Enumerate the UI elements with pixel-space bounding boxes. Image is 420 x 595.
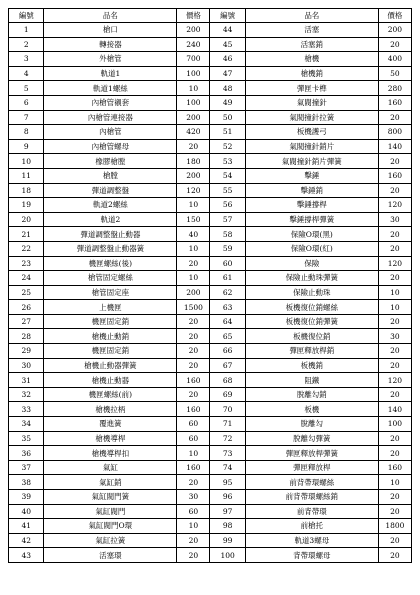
table-row [9, 446, 412, 461]
part-number: 5 [9, 81, 44, 96]
part-number-right: 46 [210, 52, 245, 67]
part-name-right: 前背帶環螺絲銷 [245, 490, 378, 505]
parts-price-sheet [8, 8, 412, 563]
part-name: 內槍管螺母 [44, 139, 177, 154]
table-row [9, 417, 412, 432]
part-price-right: 140 [378, 139, 411, 154]
part-number: 23 [9, 256, 44, 271]
part-price: 150 [177, 212, 210, 227]
part-price: 20 [177, 387, 210, 402]
part-price-right: 20 [378, 37, 411, 52]
part-name: 彈道調整盤 [44, 183, 177, 198]
part-name: 機匣固定銷 [44, 344, 177, 359]
part-price: 240 [177, 37, 210, 52]
part-number-right: 56 [210, 198, 245, 213]
part-name: 內槍管 [44, 125, 177, 140]
part-price-right: 20 [378, 504, 411, 519]
part-number: 7 [9, 110, 44, 125]
part-price-right: 120 [378, 256, 411, 271]
part-price-right: 200 [378, 23, 411, 38]
part-name: 槍機導桿扣 [44, 446, 177, 461]
part-price: 120 [177, 183, 210, 198]
part-number: 35 [9, 431, 44, 446]
table-row [9, 227, 412, 242]
part-number-right: 95 [210, 475, 245, 490]
part-price: 10 [177, 198, 210, 213]
table-row [9, 519, 412, 534]
part-price-right: 10 [378, 300, 411, 315]
part-name-right: 槍機 [245, 52, 378, 67]
part-name: 機匣螺絲(前) [44, 387, 177, 402]
part-name: 外槍管 [44, 52, 177, 67]
part-price-right: 20 [378, 344, 411, 359]
part-number: 4 [9, 66, 44, 81]
header-price: 價格 [177, 9, 210, 23]
part-name-right: 板機復位銷螺絲 [245, 300, 378, 315]
table-body [9, 23, 412, 563]
part-number: 30 [9, 358, 44, 373]
table-row [9, 548, 412, 563]
table-row [9, 81, 412, 96]
part-number-right: 72 [210, 431, 245, 446]
part-price-right: 20 [378, 387, 411, 402]
part-price: 60 [177, 431, 210, 446]
part-number: 42 [9, 533, 44, 548]
part-name-right: 軌道3螺母 [245, 533, 378, 548]
table-row [9, 110, 412, 125]
part-price-right: 20 [378, 314, 411, 329]
part-name: 機匣螺絲(後) [44, 256, 177, 271]
part-name: 槍機拉柄 [44, 402, 177, 417]
part-number-right: 59 [210, 241, 245, 256]
part-number: 24 [9, 271, 44, 286]
part-number-right: 73 [210, 446, 245, 461]
part-name: 槍機止動銷 [44, 329, 177, 344]
part-price: 20 [177, 344, 210, 359]
part-number: 41 [9, 519, 44, 534]
part-name-right: 活塞 [245, 23, 378, 38]
part-number: 29 [9, 344, 44, 359]
part-price-right: 30 [378, 212, 411, 227]
part-number-right: 97 [210, 504, 245, 519]
table-row [9, 314, 412, 329]
header-name-right: 品名 [245, 9, 378, 23]
part-price: 20 [177, 314, 210, 329]
part-number-right: 66 [210, 344, 245, 359]
part-name-right: 前背帶環螺絲 [245, 475, 378, 490]
part-price: 10 [177, 519, 210, 534]
part-name-right: 彈匣釋放桿銷 [245, 344, 378, 359]
part-name-right: 脫離勾 [245, 417, 378, 432]
part-number-right: 96 [210, 490, 245, 505]
part-number-right: 62 [210, 285, 245, 300]
part-number: 36 [9, 446, 44, 461]
part-number-right: 70 [210, 402, 245, 417]
part-name-right: 氣閥撞針銷片 [245, 139, 378, 154]
part-name-right: 板機復位銷彈簧 [245, 314, 378, 329]
part-number: 22 [9, 241, 44, 256]
part-name-right: 前槍托 [245, 519, 378, 534]
part-name-right: 保險止動珠 [245, 285, 378, 300]
header-price-right: 價格 [378, 9, 411, 23]
part-name: 軌道1 [44, 66, 177, 81]
part-price-right: 10 [378, 475, 411, 490]
part-price: 30 [177, 490, 210, 505]
part-number-right: 50 [210, 110, 245, 125]
part-name: 軌道2螺絲 [44, 198, 177, 213]
part-number-right: 64 [210, 314, 245, 329]
table-row [9, 460, 412, 475]
part-price-right: 800 [378, 125, 411, 140]
part-number: 18 [9, 183, 44, 198]
part-name: 氣缸拉簧 [44, 533, 177, 548]
table-row [9, 431, 412, 446]
part-price-right: 20 [378, 227, 411, 242]
part-number-right: 52 [210, 139, 245, 154]
part-number: 21 [9, 227, 44, 242]
part-price: 20 [177, 358, 210, 373]
part-name: 氣缸閥門O環 [44, 519, 177, 534]
part-number-right: 61 [210, 271, 245, 286]
part-price-right: 280 [378, 81, 411, 96]
part-price-right: 50 [378, 66, 411, 81]
part-price-right: 20 [378, 431, 411, 446]
table-row [9, 533, 412, 548]
table-row [9, 198, 412, 213]
parts-price-table [8, 8, 412, 563]
part-price-right: 120 [378, 373, 411, 388]
part-number-right: 58 [210, 227, 245, 242]
part-name: 槍膛 [44, 168, 177, 183]
table-row [9, 373, 412, 388]
part-name: 彈道調整盤止動器簧 [44, 241, 177, 256]
part-price: 200 [177, 23, 210, 38]
part-number: 38 [9, 475, 44, 490]
part-price: 200 [177, 285, 210, 300]
part-number-right: 51 [210, 125, 245, 140]
part-name-right: 擊錘銷 [245, 183, 378, 198]
part-price: 420 [177, 125, 210, 140]
part-price-right: 160 [378, 168, 411, 183]
part-name-right: 氣閥撞針拉簧 [245, 110, 378, 125]
part-name-right: 槍機銷 [245, 66, 378, 81]
header-name: 品名 [44, 9, 177, 23]
part-price: 100 [177, 95, 210, 110]
part-price: 160 [177, 373, 210, 388]
part-number: 28 [9, 329, 44, 344]
part-name: 上機匣 [44, 300, 177, 315]
part-price-right: 10 [378, 285, 411, 300]
table-row [9, 402, 412, 417]
part-price: 10 [177, 271, 210, 286]
table-row [9, 300, 412, 315]
part-number: 26 [9, 300, 44, 315]
part-name: 槍口 [44, 23, 177, 38]
part-name: 槍管固定螺絲 [44, 271, 177, 286]
part-number-right: 44 [210, 23, 245, 38]
part-name-right: 保險O環(黑) [245, 227, 378, 242]
part-number: 19 [9, 198, 44, 213]
part-number: 2 [9, 37, 44, 52]
part-price-right: 20 [378, 183, 411, 198]
part-name-right: 彈匣釋放桿 [245, 460, 378, 475]
part-name: 槍機導桿 [44, 431, 177, 446]
part-number: 39 [9, 490, 44, 505]
part-price: 60 [177, 504, 210, 519]
part-name-right: 板機復位銷 [245, 329, 378, 344]
part-number: 8 [9, 125, 44, 140]
part-name-right: 板機銷 [245, 358, 378, 373]
part-name: 內槍管襯套 [44, 95, 177, 110]
part-number: 27 [9, 314, 44, 329]
part-name-right: 阻鐵 [245, 373, 378, 388]
part-number-right: 57 [210, 212, 245, 227]
part-price: 20 [177, 256, 210, 271]
part-number: 10 [9, 154, 44, 169]
part-number-right: 69 [210, 387, 245, 402]
table-row [9, 285, 412, 300]
part-name: 活塞環 [44, 548, 177, 563]
header-number: 編號 [9, 9, 44, 23]
part-price: 60 [177, 417, 210, 432]
part-number-right: 60 [210, 256, 245, 271]
part-price-right: 20 [378, 154, 411, 169]
table-row [9, 154, 412, 169]
part-price-right: 20 [378, 241, 411, 256]
part-number-right: 54 [210, 168, 245, 183]
part-price-right: 20 [378, 490, 411, 505]
part-name: 橡膠槍膛 [44, 154, 177, 169]
part-number-right: 63 [210, 300, 245, 315]
part-price: 200 [177, 110, 210, 125]
part-name: 彈道調整盤止動器 [44, 227, 177, 242]
part-price-right: 20 [378, 271, 411, 286]
part-number-right: 67 [210, 358, 245, 373]
table-row [9, 271, 412, 286]
table-row [9, 329, 412, 344]
part-number: 37 [9, 460, 44, 475]
part-name-right: 彈匣釋放桿彈簧 [245, 446, 378, 461]
header-row [9, 9, 412, 23]
part-price: 10 [177, 81, 210, 96]
part-number: 3 [9, 52, 44, 67]
part-price: 700 [177, 52, 210, 67]
part-name-right: 擊錘撐桿 [245, 198, 378, 213]
part-name: 槍機止動器 [44, 373, 177, 388]
part-price-right: 160 [378, 95, 411, 110]
part-price: 1500 [177, 300, 210, 315]
part-price: 160 [177, 460, 210, 475]
table-row [9, 183, 412, 198]
part-price-right: 20 [378, 110, 411, 125]
table-row [9, 37, 412, 52]
table-row [9, 256, 412, 271]
part-price-right: 20 [378, 533, 411, 548]
part-name-right: 保險 [245, 256, 378, 271]
part-price: 160 [177, 402, 210, 417]
part-number-right: 47 [210, 66, 245, 81]
part-number: 9 [9, 139, 44, 154]
part-price: 20 [177, 329, 210, 344]
table-row [9, 241, 412, 256]
part-number-right: 49 [210, 95, 245, 110]
table-row [9, 490, 412, 505]
part-number: 33 [9, 402, 44, 417]
part-number: 34 [9, 417, 44, 432]
part-name-right: 背帶環螺母 [245, 548, 378, 563]
part-price: 180 [177, 154, 210, 169]
part-number-right: 99 [210, 533, 245, 548]
table-row [9, 212, 412, 227]
part-price-right: 30 [378, 329, 411, 344]
part-price-right: 160 [378, 460, 411, 475]
table-row [9, 358, 412, 373]
part-price: 20 [177, 475, 210, 490]
part-name-right: 擊錘撐桿彈簧 [245, 212, 378, 227]
part-price-right: 20 [378, 446, 411, 461]
table-row [9, 139, 412, 154]
part-name-right: 保險O環(紅) [245, 241, 378, 256]
part-name-right: 活塞銷 [245, 37, 378, 52]
part-name: 軌道2 [44, 212, 177, 227]
part-number-right: 100 [210, 548, 245, 563]
part-name: 內槍管連接器 [44, 110, 177, 125]
part-number-right: 65 [210, 329, 245, 344]
part-name-right: 脫離勾彈簧 [245, 431, 378, 446]
part-name-right: 氣閥撞針銷片彈簧 [245, 154, 378, 169]
part-price-right: 140 [378, 402, 411, 417]
part-number-right: 48 [210, 81, 245, 96]
part-number: 25 [9, 285, 44, 300]
part-name: 氣缸銷 [44, 475, 177, 490]
part-number-right: 98 [210, 519, 245, 534]
part-number: 20 [9, 212, 44, 227]
part-price: 10 [177, 446, 210, 461]
part-name: 氣缸閥門 [44, 504, 177, 519]
part-number-right: 45 [210, 37, 245, 52]
part-number-right: 71 [210, 417, 245, 432]
part-price: 20 [177, 533, 210, 548]
part-name: 轉接器 [44, 37, 177, 52]
part-price-right: 20 [378, 358, 411, 373]
part-name-right: 脫離勾銷 [245, 387, 378, 402]
part-name-right: 擊錘 [245, 168, 378, 183]
part-name: 槍管固定座 [44, 285, 177, 300]
table-row [9, 387, 412, 402]
part-price: 10 [177, 241, 210, 256]
table-row [9, 52, 412, 67]
table-row [9, 23, 412, 38]
part-name: 氣缸閥門簧 [44, 490, 177, 505]
part-name-right: 保險止動珠彈簧 [245, 271, 378, 286]
table-row [9, 475, 412, 490]
part-name-right: 彈匣卡榫 [245, 81, 378, 96]
table-row [9, 95, 412, 110]
table-row [9, 344, 412, 359]
part-name: 氣缸 [44, 460, 177, 475]
table-row [9, 504, 412, 519]
part-name-right: 前背帶環 [245, 504, 378, 519]
table-row [9, 66, 412, 81]
part-price-right: 400 [378, 52, 411, 67]
part-price-right: 100 [378, 417, 411, 432]
table-row [9, 168, 412, 183]
part-price-right: 1800 [378, 519, 411, 534]
part-number: 31 [9, 373, 44, 388]
part-price: 200 [177, 168, 210, 183]
part-number-right: 74 [210, 460, 245, 475]
header-number-right: 編號 [210, 9, 245, 23]
part-name-right: 板機 [245, 402, 378, 417]
part-number-right: 68 [210, 373, 245, 388]
part-number: 11 [9, 168, 44, 183]
part-price: 20 [177, 548, 210, 563]
part-number-right: 53 [210, 154, 245, 169]
part-name: 槍機止動器彈簧 [44, 358, 177, 373]
table-row [9, 125, 412, 140]
part-price: 40 [177, 227, 210, 242]
part-number: 40 [9, 504, 44, 519]
part-number: 43 [9, 548, 44, 563]
part-name-right: 板機護弓 [245, 125, 378, 140]
part-name: 軌道1螺絲 [44, 81, 177, 96]
part-number-right: 55 [210, 183, 245, 198]
part-name: 機匣固定銷 [44, 314, 177, 329]
part-price: 100 [177, 66, 210, 81]
part-number: 6 [9, 95, 44, 110]
part-price: 20 [177, 139, 210, 154]
part-price-right: 20 [378, 548, 411, 563]
part-name-right: 氣閥撞針 [245, 95, 378, 110]
part-number: 32 [9, 387, 44, 402]
part-number: 1 [9, 23, 44, 38]
part-price-right: 120 [378, 198, 411, 213]
part-name: 覆進簧 [44, 417, 177, 432]
